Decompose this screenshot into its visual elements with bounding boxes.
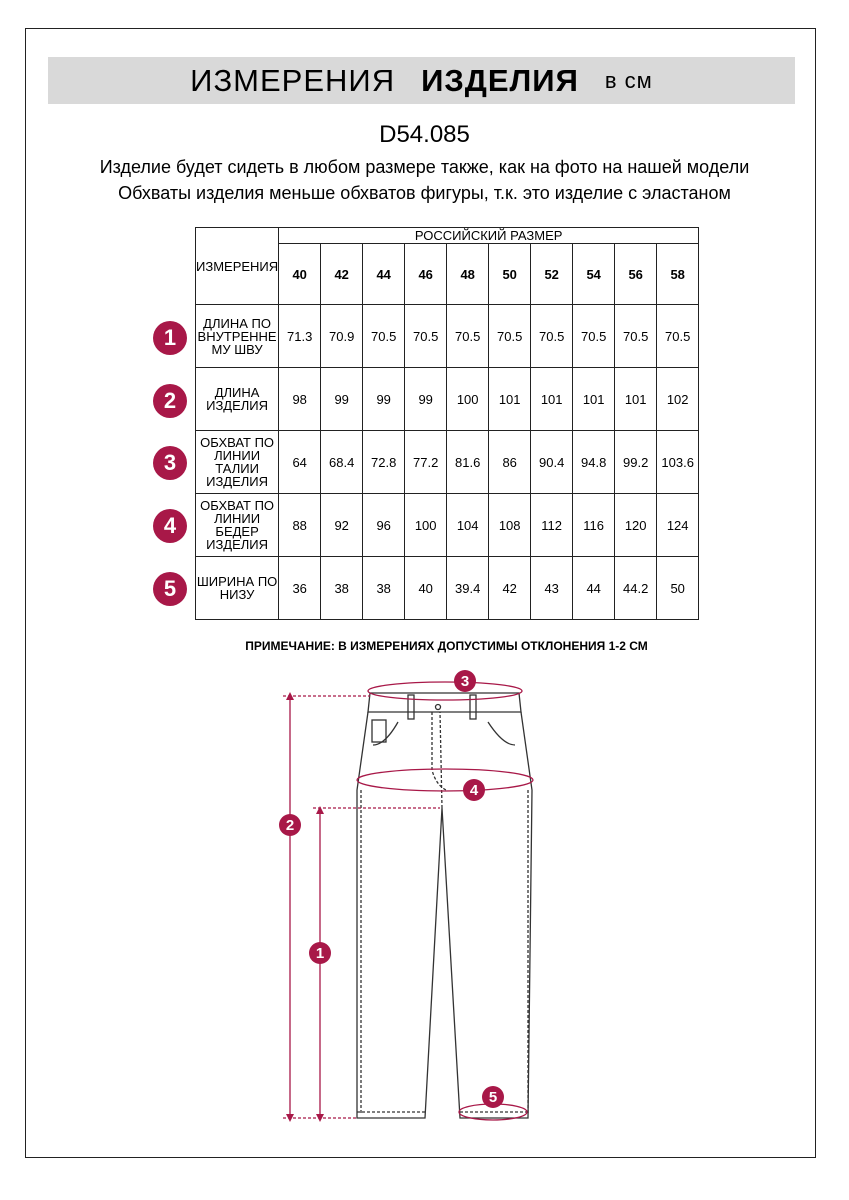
table-cell: 99.2 [615,431,657,494]
row-label: ОБХВАТ ПО ЛИНИИ ТАЛИИ ИЗДЕЛИЯ [196,431,279,494]
measure-header: ИЗМЕРЕНИЯ [196,228,279,305]
table-cell: 50 [657,557,699,620]
size-cell: 56 [615,244,657,305]
title-part2: ИЗДЕЛИЯ [421,62,579,98]
title-unit: в см [604,67,653,93]
row-label: ДЛИНА ПО ВНУТРЕННЕ МУ ШВУ [196,305,279,368]
table-cell: 70.5 [615,305,657,368]
diagram-marker-1 [309,942,331,964]
row-number-badge: 4 [153,509,187,543]
table-cell: 64 [279,431,321,494]
table-cell: 99 [405,368,447,431]
table-cell: 86 [489,431,531,494]
row-label: ДЛИНА ИЗДЕЛИЯ [196,368,279,431]
table-cell: 70.5 [657,305,699,368]
table-cell: 43 [531,557,573,620]
table-cell: 38 [363,557,405,620]
table-cell: 77.2 [405,431,447,494]
table-cell: 42 [489,557,531,620]
table-cell: 38 [321,557,363,620]
table-cell: 70.5 [489,305,531,368]
size-cell: 58 [657,244,699,305]
row-label: ШИРИНА ПО НИЗУ [196,557,279,620]
fit-note: Изделие будет сидеть в любом размере также, как на фото на нашей модели [99,157,750,177]
table-cell: 103.6 [657,431,699,494]
diagram-marker-2 [279,814,301,836]
table-cell: 101 [489,368,531,431]
table-cell: 70.5 [363,305,405,368]
table-cell: 81.6 [447,431,489,494]
size-cell: 48 [447,244,489,305]
table-cell: 124 [657,494,699,557]
table-cell: 72.8 [363,431,405,494]
table-cell: 104 [447,494,489,557]
table-cell: 101 [531,368,573,431]
table-cell: 36 [279,557,321,620]
size-cell: 44 [363,244,405,305]
table-cell: 90.4 [531,431,573,494]
size-cell: 50 [489,244,531,305]
table-cell: 101 [615,368,657,431]
table-cell: 44.2 [615,557,657,620]
table-cell: 39.4 [447,557,489,620]
table-cell: 108 [489,494,531,557]
table-cell: 94.8 [573,431,615,494]
table-cell: 70.9 [321,305,363,368]
table-cell: 70.5 [405,305,447,368]
jeans-outline [357,693,532,1118]
table-cell: 116 [573,494,615,557]
row-number-badge: 3 [153,446,187,480]
table-cell: 102 [657,368,699,431]
diagram-marker-5 [482,1086,504,1108]
tolerance-note: ПРИМЕЧАНИЕ: В ИЗМЕРЕНИЯХ ДОПУСТИМЫ ОТКЛОНЕНИЯ 1-2 СМ [245,639,648,653]
title-part1: ИЗМЕРЕНИЯ [190,62,396,98]
size-cell: 54 [573,244,615,305]
elastane-note: Обхваты изделия меньше обхватов фигуры, т.к. это изделие с эластаном [118,183,731,203]
svg-text:1: 1 [315,945,325,962]
table-cell: 100 [405,494,447,557]
table-cell: 70.5 [447,305,489,368]
row-label: ОБХВАТ ПО ЛИНИИ БЕДЕР ИЗДЕЛИЯ [196,494,279,557]
svg-text:3: 3 [460,673,470,690]
svg-text:4: 4 [469,782,479,799]
diagram-markers [279,670,504,1108]
diagram-marker-4 [463,779,485,801]
measurement-lines [283,682,533,1120]
table-cell: 44 [573,557,615,620]
table-cell: 96 [363,494,405,557]
table-cell: 71.3 [279,305,321,368]
size-cell: 52 [531,244,573,305]
table-cell: 68.4 [321,431,363,494]
table-cell: 70.5 [573,305,615,368]
table-cell: 88 [279,494,321,557]
table-cell: 40 [405,557,447,620]
table-cell: 98 [279,368,321,431]
table-cell: 70.5 [531,305,573,368]
row-number-badge: 1 [153,321,187,355]
table-cell: 101 [573,368,615,431]
table-cell: 112 [531,494,573,557]
table-cell: 120 [615,494,657,557]
hip-measure-ellipse [357,769,533,791]
diagram-marker-3 [454,670,476,692]
size-cell: 46 [405,244,447,305]
size-cell: 40 [279,244,321,305]
product-code: D54.085 [379,121,470,148]
svg-text:2: 2 [285,817,295,834]
russian-size-header: РОССИЙСКИЙ РАЗМЕР [279,228,699,244]
row-number-badge: 5 [153,572,187,606]
size-cell: 42 [321,244,363,305]
waist-measure-ellipse [368,682,522,700]
table-cell: 99 [363,368,405,431]
table-cell: 92 [321,494,363,557]
table-cell: 100 [447,368,489,431]
row-number-badge: 2 [153,384,187,418]
table-cell: 99 [321,368,363,431]
svg-text:5: 5 [488,1089,498,1106]
